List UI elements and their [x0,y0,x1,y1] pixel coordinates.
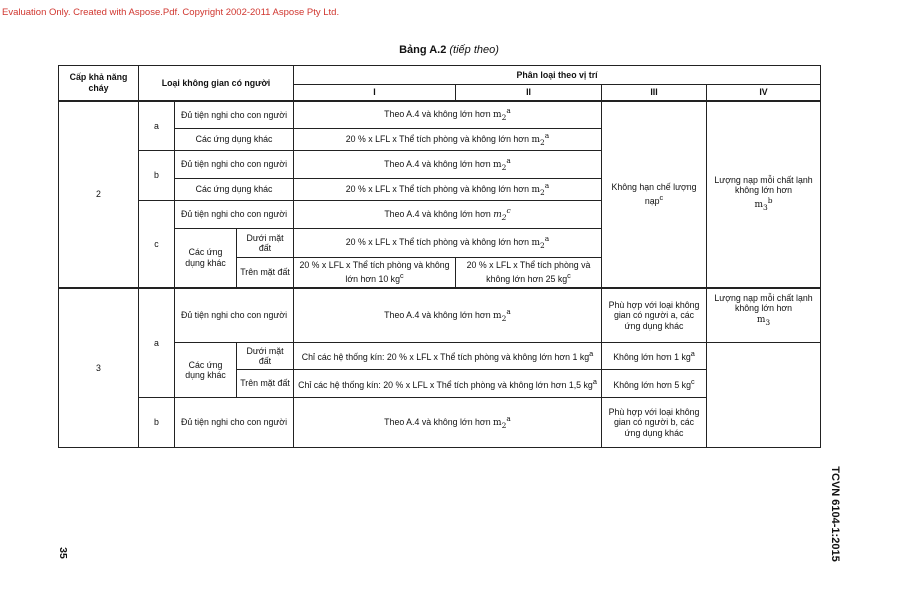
class-3a-location-III: Phù hợp với loại không gian có người a, các ứng dụng khác [602,288,707,343]
charge-limit-a4: Theo A.4 và không lớn hơn $m_2^a$ [294,151,602,179]
subclass-a: a [139,101,175,151]
sealed-system-below: Chỉ các hệ thống kín: 20 % x LFL x Thể tích phòng và không lớn hơn 1 $kg^a$ [294,343,602,370]
watermark: Evaluation Only. Created with Aspose.Pdf. Copyright 2002-2011 Aspose Pty Ltd. [2,7,340,18]
header-location-group: Phân loại theo vị trí [294,66,821,85]
charge-limit-a4: Theo A.4 và không lớn hơn $m_2^a$ [294,288,602,343]
charge-limit-a4: Theo A.4 và không lớn hơn $m_2^a$ [294,101,602,129]
page-number: 35 [56,547,69,559]
occupancy-facility: Đủ tiện nghi cho con người [175,101,294,129]
charge-limit-a4-c: Theo A.4 và không lớn hơn $m_2^c$ [294,201,602,229]
subclass-b: b [139,398,175,448]
occupancy-facility: Đủ tiện nghi cho con người [175,201,294,229]
occupancy-facility: Đủ tiện nghi cho con người [175,151,294,179]
header-location-I: I [294,85,456,101]
charge-limit-lfl: 20 % x LFL x Thể tích phòng và không lớn hơn $m_2^a$ [294,229,602,258]
header-location-II: II [456,85,602,101]
sealed-system-above: Chỉ các hệ thống kín: 20 % x LFL x Thể tích phòng và không lớn hơn 1,5 $kg^a$ [294,370,602,398]
standard-code: TCVN 6104-1:2015 [829,466,841,562]
subclass-c: c [139,201,175,288]
location-below-ground: Dưới mặt đất [237,229,294,258]
occupancy-other-use: Các ứng dụng khác [175,179,294,201]
class-2-cell: 2 [59,101,139,288]
class-3-cell: 3 [59,288,139,448]
class-3-location-IV-blank [707,343,821,448]
refrigerant-charge-table [58,65,821,448]
charge-limit-a4: Theo A.4 và không lớn hơn $m_2^a$ [294,398,602,448]
subclass-b: b [139,151,175,201]
class-2-location-IV: Lượng nạp mỗi chất lạnh không lớn hơn $m_3^b$ [707,101,821,288]
sealed-below-location-III: Không lớn hơn 1 $kg^a$ [602,343,707,370]
occupancy-other-use: Các ứng dụng khác [175,343,237,398]
occupancy-facility: Đủ tiện nghi cho con người [175,398,294,448]
location-above-ground: Trên mặt đất [237,370,294,398]
charge-limit-lfl: 20 % x LFL x Thể tích phòng và không lớn hơn $m_2^a$ [294,129,602,151]
table-title-main: Bảng A.2 [399,44,447,56]
header-location-III: III [602,85,707,101]
header-location-IV: IV [707,85,821,101]
occupancy-other-use-c: Các ứng dụng khác [175,229,237,288]
class-3a-location-IV: Lượng nạp mỗi chất lạnh không lớn hơn $m_3$ [707,288,821,343]
charge-limit-lfl: 20 % x LFL x Thể tích phòng và không lớn hơn $m_2^a$ [294,179,602,201]
class-3b-location-III: Phù hợp với loại không gian có người b, các ứng dụng khác [602,398,707,448]
occupancy-facility: Đủ tiện nghi cho con người [175,288,294,343]
sealed-above-location-III: Không lớn hơn 5 $kg^c$ [602,370,707,398]
c-above-location-I: 20 % x LFL x Thể tích phòng và không lớn hơn 10 $kg^c$ [294,258,456,288]
header-occupancy: Loại không gian có người [139,66,294,101]
header-flammability-class: Cấp khả năng cháy [59,66,139,101]
location-above-ground: Trên mặt đất [237,258,294,288]
c-above-location-II: 20 % x LFL x Thể tích phòng và không lớn hơn 25 $kg^c$ [456,258,602,288]
location-below-ground: Dưới mặt đất [237,343,294,370]
subclass-a: a [139,288,175,398]
table-title-continued: (tiếp theo) [449,44,499,56]
table-title [0,44,898,56]
occupancy-other-use: Các ứng dụng khác [175,129,294,151]
class-2-location-III: Không hạn chế lượng nạp$^c$ [602,101,707,288]
